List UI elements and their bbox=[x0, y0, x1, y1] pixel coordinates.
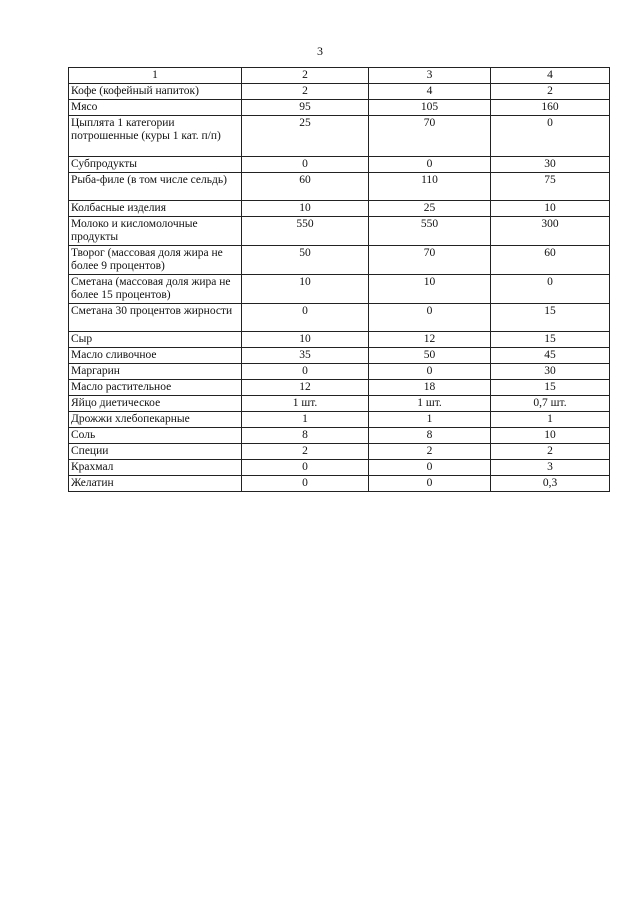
value-cell: 15 bbox=[491, 380, 610, 396]
table-row bbox=[69, 476, 610, 492]
table-row bbox=[69, 396, 610, 412]
product-name-cell: Мясо bbox=[69, 100, 242, 116]
value-cell: 12 bbox=[369, 332, 491, 348]
product-name-cell: Дрожжи хлебопекарные bbox=[69, 412, 242, 428]
value-cell: 110 bbox=[369, 173, 491, 201]
value-cell: 0 bbox=[369, 476, 491, 492]
value-cell: 0,7 шт. bbox=[491, 396, 610, 412]
product-name-cell: Колбасные изделия bbox=[69, 201, 242, 217]
table-row bbox=[69, 116, 610, 157]
value-cell: 12 bbox=[242, 380, 369, 396]
value-cell: 0 bbox=[491, 116, 610, 157]
value-cell: 550 bbox=[242, 217, 369, 246]
value-cell: 0 bbox=[242, 157, 369, 173]
value-cell: 1 bbox=[369, 412, 491, 428]
table-row bbox=[69, 275, 610, 304]
product-name-cell: Кофе (кофейный напиток) bbox=[69, 84, 242, 100]
value-cell: 95 bbox=[242, 100, 369, 116]
table-row bbox=[69, 412, 610, 428]
table-row bbox=[69, 380, 610, 396]
value-cell: 0 bbox=[242, 476, 369, 492]
table-row bbox=[69, 348, 610, 364]
norms-table bbox=[68, 67, 610, 492]
value-cell: 60 bbox=[242, 173, 369, 201]
product-name-cell: Субпродукты bbox=[69, 157, 242, 173]
value-cell: 4 bbox=[369, 84, 491, 100]
value-cell: 8 bbox=[242, 428, 369, 444]
value-cell: 0 bbox=[242, 460, 369, 476]
value-cell: 0,3 bbox=[491, 476, 610, 492]
value-cell: 2 bbox=[242, 444, 369, 460]
value-cell: 0 bbox=[242, 304, 369, 332]
value-cell: 15 bbox=[491, 332, 610, 348]
value-cell: 1 шт. bbox=[242, 396, 369, 412]
table-row bbox=[69, 173, 610, 201]
table-row bbox=[69, 157, 610, 173]
product-name-cell: Крахмал bbox=[69, 460, 242, 476]
value-cell: 0 bbox=[369, 460, 491, 476]
value-cell: 3 bbox=[491, 460, 610, 476]
table-row bbox=[69, 428, 610, 444]
value-cell: 25 bbox=[369, 201, 491, 217]
value-cell: 0 bbox=[491, 275, 610, 304]
value-cell: 1 bbox=[491, 412, 610, 428]
product-name-cell: Специи bbox=[69, 444, 242, 460]
table-header-row bbox=[69, 68, 610, 84]
value-cell: 70 bbox=[369, 246, 491, 275]
value-cell: 10 bbox=[242, 275, 369, 304]
value-cell: 550 bbox=[369, 217, 491, 246]
column-header: 2 bbox=[242, 68, 369, 84]
value-cell: 35 bbox=[242, 348, 369, 364]
table-row bbox=[69, 304, 610, 332]
value-cell: 45 bbox=[491, 348, 610, 364]
value-cell: 10 bbox=[369, 275, 491, 304]
value-cell: 50 bbox=[242, 246, 369, 275]
value-cell: 300 bbox=[491, 217, 610, 246]
value-cell: 2 bbox=[242, 84, 369, 100]
value-cell: 75 bbox=[491, 173, 610, 201]
value-cell: 15 bbox=[491, 304, 610, 332]
column-header: 1 bbox=[69, 68, 242, 84]
value-cell: 8 bbox=[369, 428, 491, 444]
product-name-cell: Желатин bbox=[69, 476, 242, 492]
value-cell: 105 bbox=[369, 100, 491, 116]
table-row bbox=[69, 100, 610, 116]
value-cell: 30 bbox=[491, 157, 610, 173]
value-cell: 160 bbox=[491, 100, 610, 116]
value-cell: 0 bbox=[369, 304, 491, 332]
value-cell: 2 bbox=[491, 84, 610, 100]
column-header: 4 bbox=[491, 68, 610, 84]
table-row bbox=[69, 332, 610, 348]
product-name-cell: Творог (массовая доля жира не более 9 процентов) bbox=[69, 246, 242, 275]
value-cell: 60 bbox=[491, 246, 610, 275]
table-row bbox=[69, 84, 610, 100]
product-name-cell: Сметана 30 процентов жирности bbox=[69, 304, 242, 332]
table-row bbox=[69, 217, 610, 246]
value-cell: 30 bbox=[491, 364, 610, 380]
value-cell: 2 bbox=[491, 444, 610, 460]
table-row bbox=[69, 460, 610, 476]
table-row bbox=[69, 246, 610, 275]
product-name-cell: Молоко и кисломолочные продукты bbox=[69, 217, 242, 246]
value-cell: 70 bbox=[369, 116, 491, 157]
value-cell: 10 bbox=[491, 428, 610, 444]
value-cell: 1 bbox=[242, 412, 369, 428]
value-cell: 25 bbox=[242, 116, 369, 157]
table-row bbox=[69, 364, 610, 380]
value-cell: 50 bbox=[369, 348, 491, 364]
value-cell: 1 шт. bbox=[369, 396, 491, 412]
product-name-cell: Сыр bbox=[69, 332, 242, 348]
page-number: 3 bbox=[317, 44, 323, 58]
product-name-cell: Соль bbox=[69, 428, 242, 444]
product-name-cell: Рыба-филе (в том числе сельдь) bbox=[69, 173, 242, 201]
product-name-cell: Масло сливочное bbox=[69, 348, 242, 364]
value-cell: 2 bbox=[369, 444, 491, 460]
table-row bbox=[69, 444, 610, 460]
product-name-cell: Цыплята 1 категории потрошенные (куры 1 кат. п/п) bbox=[69, 116, 242, 157]
product-name-cell: Сметана (массовая доля жира не более 15 процентов) bbox=[69, 275, 242, 304]
product-name-cell: Яйцо диетическое bbox=[69, 396, 242, 412]
column-header: 3 bbox=[369, 68, 491, 84]
value-cell: 18 bbox=[369, 380, 491, 396]
value-cell: 0 bbox=[369, 157, 491, 173]
value-cell: 0 bbox=[242, 364, 369, 380]
value-cell: 10 bbox=[242, 201, 369, 217]
table-row bbox=[69, 201, 610, 217]
value-cell: 10 bbox=[242, 332, 369, 348]
value-cell: 10 bbox=[491, 201, 610, 217]
value-cell: 0 bbox=[369, 364, 491, 380]
product-name-cell: Маргарин bbox=[69, 364, 242, 380]
product-name-cell: Масло растительное bbox=[69, 380, 242, 396]
